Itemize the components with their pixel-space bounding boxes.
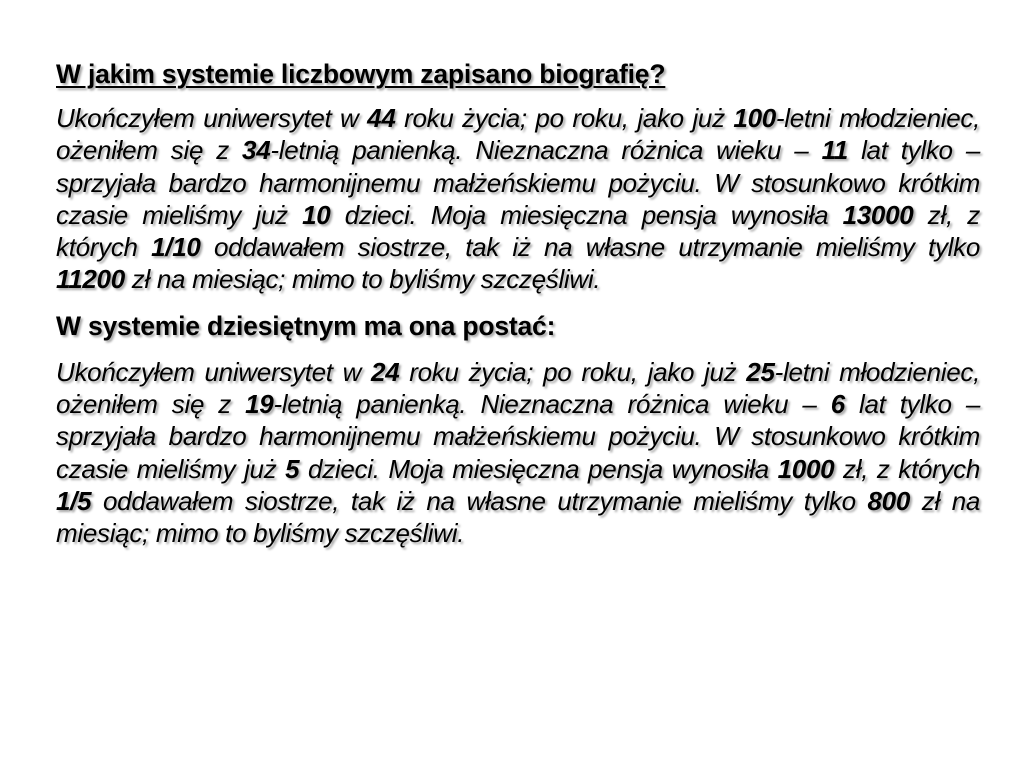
- text-segment: lat tylko – sprzyjała bardzo harmonijnemu małżeńskiemu pożyciu. W stosunkowo krótkim czasie mieliśmy już: [56, 135, 980, 230]
- number-age-marriage: 25: [746, 356, 775, 387]
- text-segment: -letnią panienką. Nieznaczna różnica wieku –: [270, 135, 822, 166]
- text-segment: roku życia; po roku, jako już: [399, 356, 747, 387]
- text-segment: lat tylko – sprzyjała bardzo harmonijnemu małżeńskiemu pożyciu. W stosunkowo krótkim czasie mieliśmy już: [56, 389, 980, 484]
- text-segment: Ukończyłem uniwersytet w: [56, 103, 368, 133]
- number-children: 10: [302, 199, 331, 230]
- text-segment: zł na miesiąc; mimo to byliśmy szczęśliwi.: [124, 264, 601, 295]
- text-segment: zł, z których: [834, 453, 980, 484]
- number-age-marriage: 100: [733, 103, 776, 133]
- number-children: 5: [285, 453, 300, 484]
- number-age-graduation: 24: [371, 356, 400, 387]
- number-age-difference: 11: [821, 135, 848, 166]
- text-segment: -letni młodzieniec, ożeniłem się z: [56, 103, 981, 166]
- text-segment: roku życia; po roku, jako już: [395, 103, 734, 133]
- text-segment: dzieci. Moja miesięczna pensja wynosiła: [330, 199, 843, 230]
- text-segment: Ukończyłem uniwersytet w: [56, 356, 372, 387]
- text-segment: zł, z których: [56, 199, 980, 263]
- number-fraction: 1/5: [56, 485, 92, 516]
- text-segment: oddawałem siostrze, tak iż na własne utrzymanie mieliśmy tylko: [200, 232, 980, 263]
- number-age-difference: 6: [830, 389, 845, 420]
- biography-paragraph-decimal: [56, 356, 980, 550]
- number-salary: 13000: [842, 199, 914, 230]
- text-segment: -letnią panienką. Nieznaczna różnica wieku –: [273, 389, 831, 420]
- question-heading: W jakim systemie liczbowym zapisano biografię?: [56, 59, 666, 89]
- answer-heading: W systemie dziesiętnym ma ona postać:: [56, 310, 556, 341]
- text-segment: dzieci. Moja miesięczna pensja wynosiła: [299, 453, 778, 484]
- number-age-wife: 34: [242, 135, 271, 166]
- text-segment: oddawałem siostrze, tak iż na własne utrzymanie mieliśmy tylko: [91, 485, 868, 516]
- number-remaining: 800: [867, 485, 910, 516]
- text-segment: zł na miesiąc; mimo to byliśmy szczęśliwi.: [56, 485, 981, 549]
- number-remaining: 11200: [56, 264, 125, 295]
- number-age-wife: 19: [245, 389, 274, 420]
- biography-paragraph-original: [56, 102, 980, 296]
- number-salary: 1000: [777, 453, 835, 484]
- number-fraction: 1/10: [151, 232, 201, 263]
- text-segment: -letni młodzieniec, ożeniłem się z: [56, 356, 980, 420]
- number-age-graduation: 44: [367, 103, 396, 133]
